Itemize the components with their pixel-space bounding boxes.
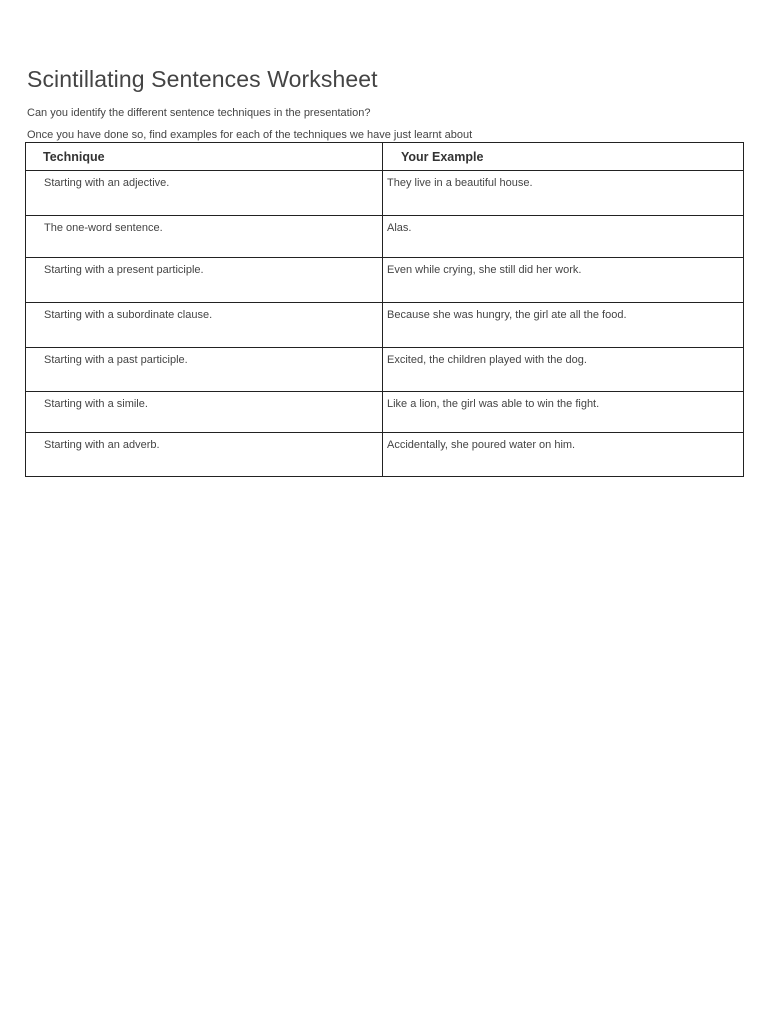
- technique-cell: Starting with a simile.: [26, 392, 383, 433]
- example-cell[interactable]: Alas.: [383, 216, 744, 258]
- example-cell[interactable]: Excited, the children played with the dog.: [383, 348, 744, 392]
- example-cell[interactable]: Like a lion, the girl was able to win the fight.: [383, 392, 744, 433]
- example-cell[interactable]: Even while crying, she still did her work.: [383, 258, 744, 303]
- technique-cell: Starting with a past participle.: [26, 348, 383, 392]
- example-cell[interactable]: Because she was hungry, the girl ate all the food.: [383, 303, 744, 348]
- example-cell[interactable]: Accidentally, she poured water on him.: [383, 433, 744, 477]
- intro-line-2: Once you have done so, find examples for each of the techniques we have just learnt about: [27, 129, 473, 141]
- table-row: [26, 348, 744, 392]
- techniques-table: [25, 142, 744, 477]
- technique-cell: Starting with a present participle.: [26, 258, 383, 303]
- table-row: [26, 258, 744, 303]
- technique-cell: Starting with an adverb.: [26, 433, 383, 477]
- table-row: [26, 433, 744, 477]
- intro-line-1: Can you identify the different sentence techniques in the presentation?: [27, 107, 371, 119]
- table-row: [26, 303, 744, 348]
- example-cell[interactable]: They live in a beautiful house.: [383, 171, 744, 216]
- technique-cell: Starting with an adjective.: [26, 171, 383, 216]
- technique-cell: The one-word sentence.: [26, 216, 383, 258]
- table-row: [26, 392, 744, 433]
- table-row: [26, 171, 744, 216]
- technique-cell: Starting with a subordinate clause.: [26, 303, 383, 348]
- page-title: Scintillating Sentences Worksheet: [27, 66, 378, 92]
- header-your-example: Your Example: [383, 143, 744, 171]
- table-row: [26, 216, 744, 258]
- table-header-row: [26, 143, 744, 171]
- header-technique: Technique: [26, 143, 383, 171]
